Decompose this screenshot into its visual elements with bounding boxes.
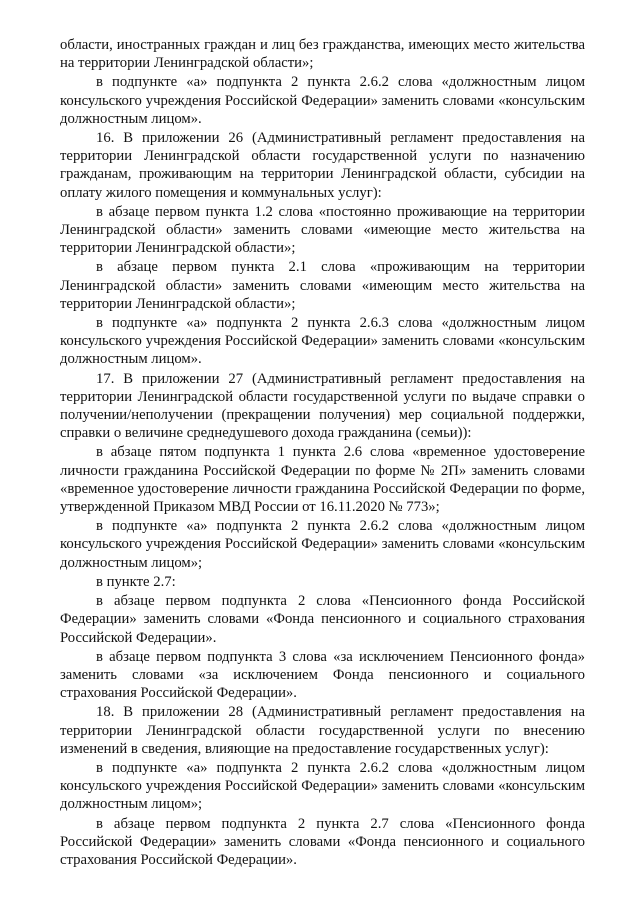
paragraph-item-18: 18. В приложении 28 (Административный регламент предоставления на территории Ленинградской области государственной услуги по внесению изменений в сведения, влияющие на предоставление государственных услуг): [60, 704, 585, 757]
paragraph-item-16: 16. В приложении 26 (Административный регламент предоставления на территории Ленинградской области государственной услуги по назначению гражданам, проживающим на территории Ленинградской области, субсидии на оплату жилого помещения и коммунальных услуг): [60, 130, 585, 201]
paragraph: в абзаце первом подпункта 3 слова «за исключением Пенсионного фонда» заменить словами «за исключением Фонда пенсионного и социального страхования Российской Федерации». [60, 648, 585, 702]
paragraph: в абзаце первом подпункта 2 пункта 2.7 слова «Пенсионного фонда Российской Федерации» заменить словами «Фонда пенсионного и социального страхования Российской Федерации». [60, 815, 585, 868]
paragraph-continuation: области, иностранных граждан и лиц без гражданства, имеющих место жительства на территории Ленинградской области»; [60, 37, 585, 72]
paragraph: в абзаце пятом подпункта 1 пункта 2.6 слова «временное удостоверение личности гражданина Российской Федерации по форме № 2П» заменить словами «временное удостоверение личности гражданина Российской Федерации по форме, утвержденной Приказом МВД России от 16.11.2020 № 773»; [60, 444, 585, 516]
paragraph: в подпункте «а» подпункта 2 пункта 2.6.2 слова «должностным лицом консульского учреждения Российской Федерации» заменить словами «консульским должностным лицом»; [60, 518, 585, 571]
paragraph: в подпункте «а» подпункта 2 пункта 2.6.2 слова «должностным лицом консульского учреждения Российской Федерации» заменить словами «консульским должностным лицом». [60, 74, 585, 127]
paragraph: в абзаце первом подпункта 2 слова «Пенсионного фонда Российской Федерации» заменить словами «Фонда пенсионного и социального страхования Российской Федерации». [60, 593, 585, 646]
paragraph: в пункте 2.7: [96, 573, 176, 590]
paragraph: в абзаце первом пункта 2.1 слова «проживающим на территории Ленинградской области» заменить словами «имеющим место жительства на территории Ленинградской области»; [60, 259, 585, 312]
paragraph: в подпункте «а» подпункта 2 пункта 2.6.2 слова «должностным лицом консульского учреждения Российской Федерации» заменить словами «консульским должностным лицом»; [60, 759, 585, 813]
paragraph: в подпункте «а» подпункта 2 пункта 2.6.3 слова «должностным лицом консульского учреждения Российской Федерации» заменить словами «консульским должностным лицом». [60, 315, 585, 368]
paragraph-item-17: 17. В приложении 27 (Административный регламент предоставления на территории Ленинградской области государственной услуги по выдаче справки о получении/неполучении (прекращении получения) мер социальной поддержки, справки о величине среднедушевого дохода гражданина (семьи)): [60, 370, 585, 442]
paragraph: в абзаце первом пункта 1.2 слова «постоянно проживающие на территории Ленинградской области» заменить словами «имеющие место жительства на территории Ленинградской области»; [60, 203, 585, 257]
